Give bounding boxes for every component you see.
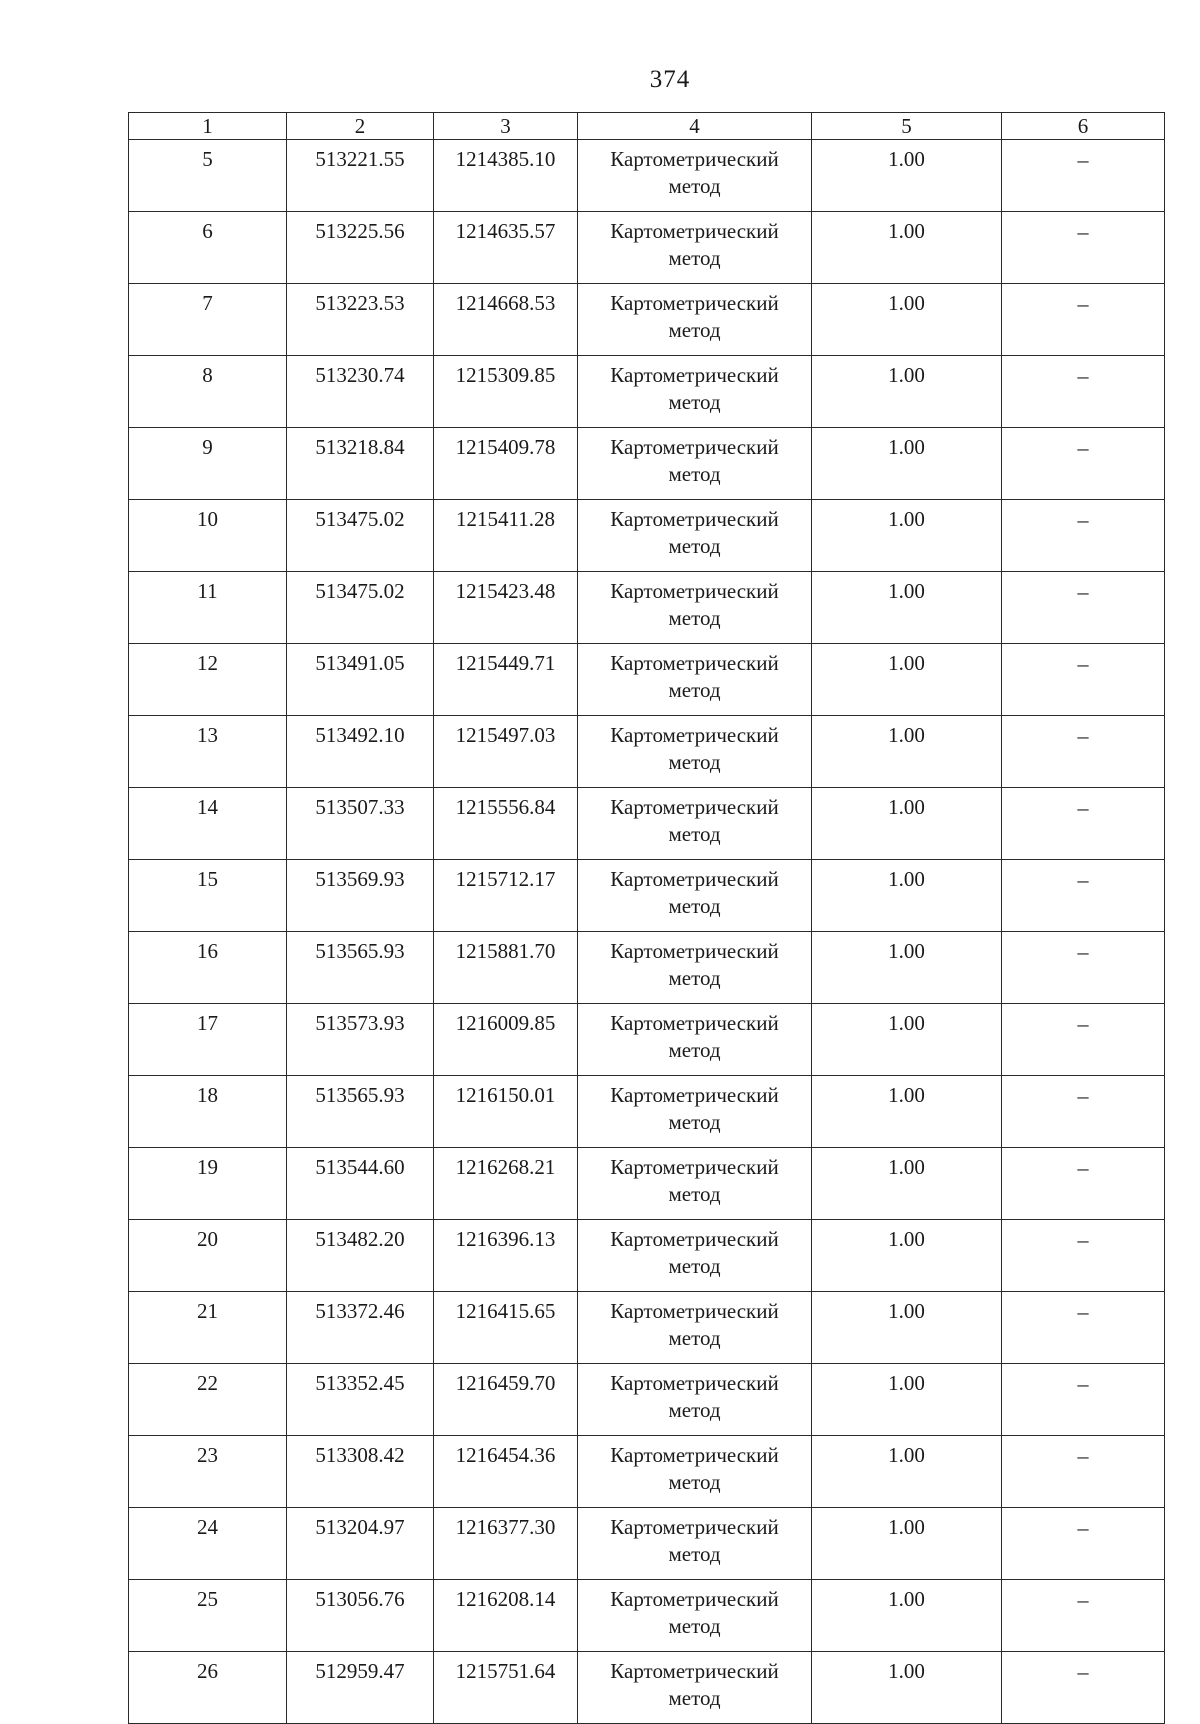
- coordinates-table: [128, 112, 1165, 1724]
- accuracy-cell: 1.00: [812, 1436, 1002, 1508]
- point-number-cell: 10: [129, 500, 287, 572]
- description-cell: –: [1002, 1076, 1165, 1148]
- method-cell: Картометрический метод: [578, 932, 812, 1004]
- method-cell: Картометрический метод: [578, 1436, 812, 1508]
- point-number-cell: 11: [129, 572, 287, 644]
- accuracy-cell: 1.00: [812, 212, 1002, 284]
- table-row: [129, 1220, 1165, 1292]
- table-row: [129, 1148, 1165, 1220]
- method-cell: Картометрический метод: [578, 500, 812, 572]
- method-cell: Картометрический метод: [578, 1508, 812, 1580]
- point-number-cell: 21: [129, 1292, 287, 1364]
- x-coordinate-cell: 513221.55: [287, 140, 434, 212]
- x-coordinate-cell: 513569.93: [287, 860, 434, 932]
- method-cell: Картометрический метод: [578, 716, 812, 788]
- y-coordinate-cell: 1216009.85: [434, 1004, 578, 1076]
- point-number-cell: 25: [129, 1580, 287, 1652]
- x-coordinate-cell: 513565.93: [287, 932, 434, 1004]
- description-cell: –: [1002, 788, 1165, 860]
- description-cell: –: [1002, 356, 1165, 428]
- accuracy-cell: 1.00: [812, 428, 1002, 500]
- method-cell: Картометрический метод: [578, 428, 812, 500]
- x-coordinate-cell: 513492.10: [287, 716, 434, 788]
- table-row: [129, 1652, 1165, 1724]
- description-cell: –: [1002, 428, 1165, 500]
- y-coordinate-cell: 1215751.64: [434, 1652, 578, 1724]
- table-row: [129, 500, 1165, 572]
- y-coordinate-cell: 1215881.70: [434, 932, 578, 1004]
- table-row: [129, 1004, 1165, 1076]
- x-coordinate-cell: 513308.42: [287, 1436, 434, 1508]
- accuracy-cell: 1.00: [812, 1292, 1002, 1364]
- table-row: [129, 1580, 1165, 1652]
- table-row: [129, 932, 1165, 1004]
- point-number-cell: 14: [129, 788, 287, 860]
- accuracy-cell: 1.00: [812, 500, 1002, 572]
- description-cell: –: [1002, 1652, 1165, 1724]
- header-cell-5: 5: [812, 113, 1002, 140]
- description-cell: –: [1002, 1436, 1165, 1508]
- accuracy-cell: 1.00: [812, 644, 1002, 716]
- accuracy-cell: 1.00: [812, 1148, 1002, 1220]
- accuracy-cell: 1.00: [812, 356, 1002, 428]
- table-row: [129, 428, 1165, 500]
- table-row: [129, 1364, 1165, 1436]
- method-cell: Картометрический метод: [578, 1076, 812, 1148]
- method-cell: Картометрический метод: [578, 1148, 812, 1220]
- y-coordinate-cell: 1214635.57: [434, 212, 578, 284]
- x-coordinate-cell: 513056.76: [287, 1580, 434, 1652]
- description-cell: –: [1002, 284, 1165, 356]
- x-coordinate-cell: 513573.93: [287, 1004, 434, 1076]
- table-row: [129, 1292, 1165, 1364]
- page-number: 374: [649, 66, 691, 93]
- table-row: [129, 716, 1165, 788]
- point-number-cell: 15: [129, 860, 287, 932]
- point-number-cell: 9: [129, 428, 287, 500]
- description-cell: –: [1002, 212, 1165, 284]
- description-cell: –: [1002, 644, 1165, 716]
- y-coordinate-cell: 1216377.30: [434, 1508, 578, 1580]
- point-number-cell: 19: [129, 1148, 287, 1220]
- method-cell: Картометрический метод: [578, 1292, 812, 1364]
- x-coordinate-cell: 513491.05: [287, 644, 434, 716]
- method-cell: Картометрический метод: [578, 644, 812, 716]
- x-coordinate-cell: 513230.74: [287, 356, 434, 428]
- header-row: [129, 113, 1165, 140]
- table-row: [129, 860, 1165, 932]
- accuracy-cell: 1.00: [812, 140, 1002, 212]
- method-cell: Картометрический метод: [578, 860, 812, 932]
- table-row: [129, 1508, 1165, 1580]
- y-coordinate-cell: 1215309.85: [434, 356, 578, 428]
- accuracy-cell: 1.00: [812, 1652, 1002, 1724]
- accuracy-cell: 1.00: [812, 1508, 1002, 1580]
- description-cell: –: [1002, 140, 1165, 212]
- y-coordinate-cell: 1216415.65: [434, 1292, 578, 1364]
- method-cell: Картометрический метод: [578, 788, 812, 860]
- description-cell: –: [1002, 1148, 1165, 1220]
- method-cell: Картометрический метод: [578, 284, 812, 356]
- description-cell: –: [1002, 716, 1165, 788]
- x-coordinate-cell: 513475.02: [287, 500, 434, 572]
- method-cell: Картометрический метод: [578, 1580, 812, 1652]
- method-cell: Картометрический метод: [578, 1220, 812, 1292]
- y-coordinate-cell: 1215423.48: [434, 572, 578, 644]
- method-cell: Картометрический метод: [578, 212, 812, 284]
- point-number-cell: 8: [129, 356, 287, 428]
- method-cell: Картометрический метод: [578, 1004, 812, 1076]
- method-cell: Картометрический метод: [578, 356, 812, 428]
- x-coordinate-cell: 513507.33: [287, 788, 434, 860]
- description-cell: –: [1002, 1220, 1165, 1292]
- table-row: [129, 572, 1165, 644]
- x-coordinate-cell: 513204.97: [287, 1508, 434, 1580]
- point-number-cell: 26: [129, 1652, 287, 1724]
- description-cell: –: [1002, 572, 1165, 644]
- y-coordinate-cell: 1215449.71: [434, 644, 578, 716]
- x-coordinate-cell: 513565.93: [287, 1076, 434, 1148]
- header-cell-2: 2: [287, 113, 434, 140]
- x-coordinate-cell: 513223.53: [287, 284, 434, 356]
- point-number-cell: 17: [129, 1004, 287, 1076]
- table-header: [129, 113, 1165, 140]
- x-coordinate-cell: 513482.20: [287, 1220, 434, 1292]
- table-row: [129, 212, 1165, 284]
- description-cell: –: [1002, 1508, 1165, 1580]
- accuracy-cell: 1.00: [812, 860, 1002, 932]
- y-coordinate-cell: 1215409.78: [434, 428, 578, 500]
- x-coordinate-cell: 513475.02: [287, 572, 434, 644]
- x-coordinate-cell: 512959.47: [287, 1652, 434, 1724]
- y-coordinate-cell: 1216459.70: [434, 1364, 578, 1436]
- point-number-cell: 16: [129, 932, 287, 1004]
- table-row: [129, 1076, 1165, 1148]
- accuracy-cell: 1.00: [812, 716, 1002, 788]
- y-coordinate-cell: 1216268.21: [434, 1148, 578, 1220]
- accuracy-cell: 1.00: [812, 1364, 1002, 1436]
- point-number-cell: 6: [129, 212, 287, 284]
- accuracy-cell: 1.00: [812, 1076, 1002, 1148]
- y-coordinate-cell: 1215712.17: [434, 860, 578, 932]
- x-coordinate-cell: 513352.45: [287, 1364, 434, 1436]
- accuracy-cell: 1.00: [812, 572, 1002, 644]
- description-cell: –: [1002, 1292, 1165, 1364]
- method-cell: Картометрический метод: [578, 140, 812, 212]
- y-coordinate-cell: 1215556.84: [434, 788, 578, 860]
- accuracy-cell: 1.00: [812, 932, 1002, 1004]
- description-cell: –: [1002, 500, 1165, 572]
- accuracy-cell: 1.00: [812, 1580, 1002, 1652]
- point-number-cell: 23: [129, 1436, 287, 1508]
- method-cell: Картометрический метод: [578, 1364, 812, 1436]
- x-coordinate-cell: 513544.60: [287, 1148, 434, 1220]
- y-coordinate-cell: 1215411.28: [434, 500, 578, 572]
- description-cell: –: [1002, 932, 1165, 1004]
- y-coordinate-cell: 1216150.01: [434, 1076, 578, 1148]
- header-cell-4: 4: [578, 113, 812, 140]
- method-cell: Картометрический метод: [578, 572, 812, 644]
- table-row: [129, 356, 1165, 428]
- y-coordinate-cell: 1214668.53: [434, 284, 578, 356]
- x-coordinate-cell: 513218.84: [287, 428, 434, 500]
- y-coordinate-cell: 1216454.36: [434, 1436, 578, 1508]
- point-number-cell: 7: [129, 284, 287, 356]
- y-coordinate-cell: 1214385.10: [434, 140, 578, 212]
- table-body: [129, 140, 1165, 1724]
- accuracy-cell: 1.00: [812, 284, 1002, 356]
- description-cell: –: [1002, 860, 1165, 932]
- description-cell: –: [1002, 1580, 1165, 1652]
- x-coordinate-cell: 513372.46: [287, 1292, 434, 1364]
- table-row: [129, 140, 1165, 212]
- accuracy-cell: 1.00: [812, 1220, 1002, 1292]
- accuracy-cell: 1.00: [812, 788, 1002, 860]
- point-number-cell: 13: [129, 716, 287, 788]
- point-number-cell: 12: [129, 644, 287, 716]
- accuracy-cell: 1.00: [812, 1004, 1002, 1076]
- header-cell-3: 3: [434, 113, 578, 140]
- description-cell: –: [1002, 1364, 1165, 1436]
- y-coordinate-cell: 1215497.03: [434, 716, 578, 788]
- y-coordinate-cell: 1216208.14: [434, 1580, 578, 1652]
- table-row: [129, 644, 1165, 716]
- point-number-cell: 18: [129, 1076, 287, 1148]
- method-cell: Картометрический метод: [578, 1652, 812, 1724]
- header-cell-1: 1: [129, 113, 287, 140]
- header-cell-6: 6: [1002, 113, 1165, 140]
- x-coordinate-cell: 513225.56: [287, 212, 434, 284]
- table-row: [129, 284, 1165, 356]
- description-cell: –: [1002, 1004, 1165, 1076]
- point-number-cell: 20: [129, 1220, 287, 1292]
- y-coordinate-cell: 1216396.13: [434, 1220, 578, 1292]
- table-row: [129, 1436, 1165, 1508]
- point-number-cell: 5: [129, 140, 287, 212]
- table-row: [129, 788, 1165, 860]
- point-number-cell: 22: [129, 1364, 287, 1436]
- point-number-cell: 24: [129, 1508, 287, 1580]
